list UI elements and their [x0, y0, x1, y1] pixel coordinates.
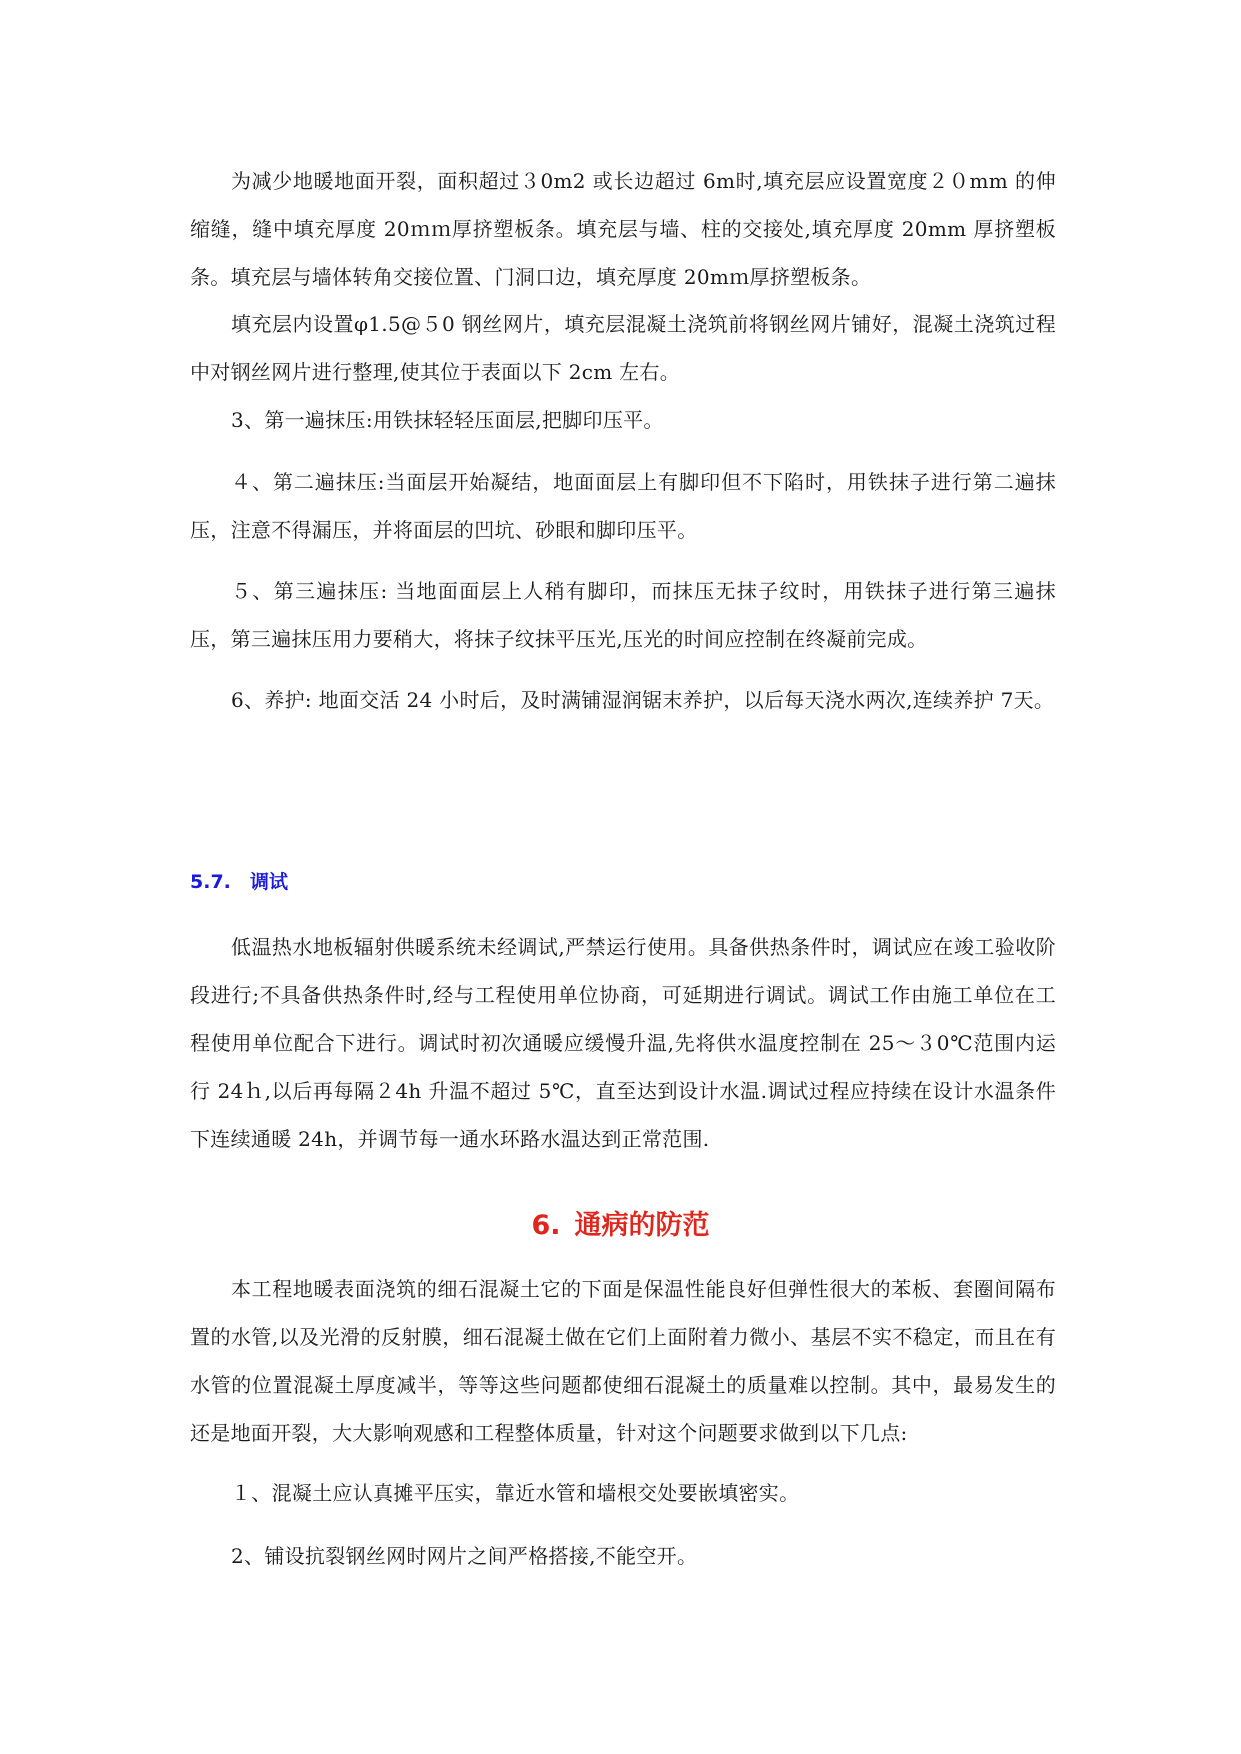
chapter-heading-6: [0, 1203, 1241, 1242]
paragraph-step-6: 6、养护: 地面交活 24 小时后，及时满铺湿润锯末养护，以后每天浇水两次,连续养护 7天。: [231, 688, 1055, 712]
chapter-title: 通病的防范: [574, 1210, 710, 1241]
paragraph-step-5: ５、第三遍抹压: 当地面面层上人稍有脚印，而抹压无抹子纹时，用铁抹子进行第三遍抹压，第三遍抹压用力要稍大，将抹子纹抹平压光,压光的时间应控制在终凝前完成。: [190, 579, 1056, 651]
paragraph-common-defects: 本工程地暖表面浇筑的细石混凝土它的下面是保温性能良好但弹性很大的苯板、套圈间隔布置的水管,以及光滑的反射膜，细石混凝土做在它们上面附着力微小、基层不实不稳定，而且在有水管的位置混凝土厚度减半，等等这些问题都使细石混凝土的质量难以控制。其中，最易发生的还是地面开裂，大大影响观感和工程整体质量，针对这个问题要求做到以下几点:: [190, 1277, 1056, 1445]
paragraph-steel-mesh: 填充层内设置φ1.5@５0 钢丝网片，填充层混凝土浇筑前将钢丝网片铺好，混凝土浇筑过程中对钢丝网片进行整理,使其位于表面以下 2cm 左右。: [190, 312, 1056, 384]
paragraph-point-1: １、混凝土应认真摊平压实，靠近水管和墙根交处要嵌填密实。: [231, 1481, 800, 1505]
paragraph-point-2: 2、铺设抗裂钢丝网时网片之间严格搭接,不能空开。: [231, 1544, 698, 1568]
section-title: 调试: [250, 871, 289, 893]
paragraph-step-4: ４、第二遍抹压:当面层开始凝结，地面面层上有脚印但不下陷时，用铁抹子进行第二遍抹压，注意不得漏压，并将面层的凹坑、砂眼和脚印压平。: [190, 470, 1056, 542]
paragraph-expansion-joint: 为减少地暖地面开裂，面积超过３0m2 或长边超过 6m时,填充层应设置宽度２０mm 的伸缩缝，缝中填充厚度 20ｍｍ厚挤塑板条。填充层与墙、柱的交接处,填充厚度 20mm 厚挤塑板条。填充层与墙体转角交接位置、门洞口边，填充厚度 20mｍ厚挤塑板条。: [190, 169, 1056, 289]
section-number: 5.7.: [190, 871, 231, 893]
section-heading-5-7: [190, 867, 288, 894]
paragraph-commissioning: 低温热水地板辐射供暖系统未经调试,严禁运行使用。具备供热条件时，调试应在竣工验收阶段进行;不具备供热条件时,经与工程使用单位协商，可延期进行调试。调试工作由施工单位在工程使用单位配合下进行。调试时初次通暖应缓慢升温,先将供水温度控制在 25～３0℃范围内运行 24ｈ,以后再每隔２4h 升温不超过 5℃，直至达到设计水温.调试过程应持续在设计水温条件下连续通暖 24h，并调节每一通水环路水温达到正常范围.: [190, 935, 1056, 1151]
chapter-number: 6.: [531, 1210, 561, 1241]
paragraph-step-3: 3、第一遍抹压:用铁抹轻轻压面层,把脚印压平。: [231, 408, 664, 432]
